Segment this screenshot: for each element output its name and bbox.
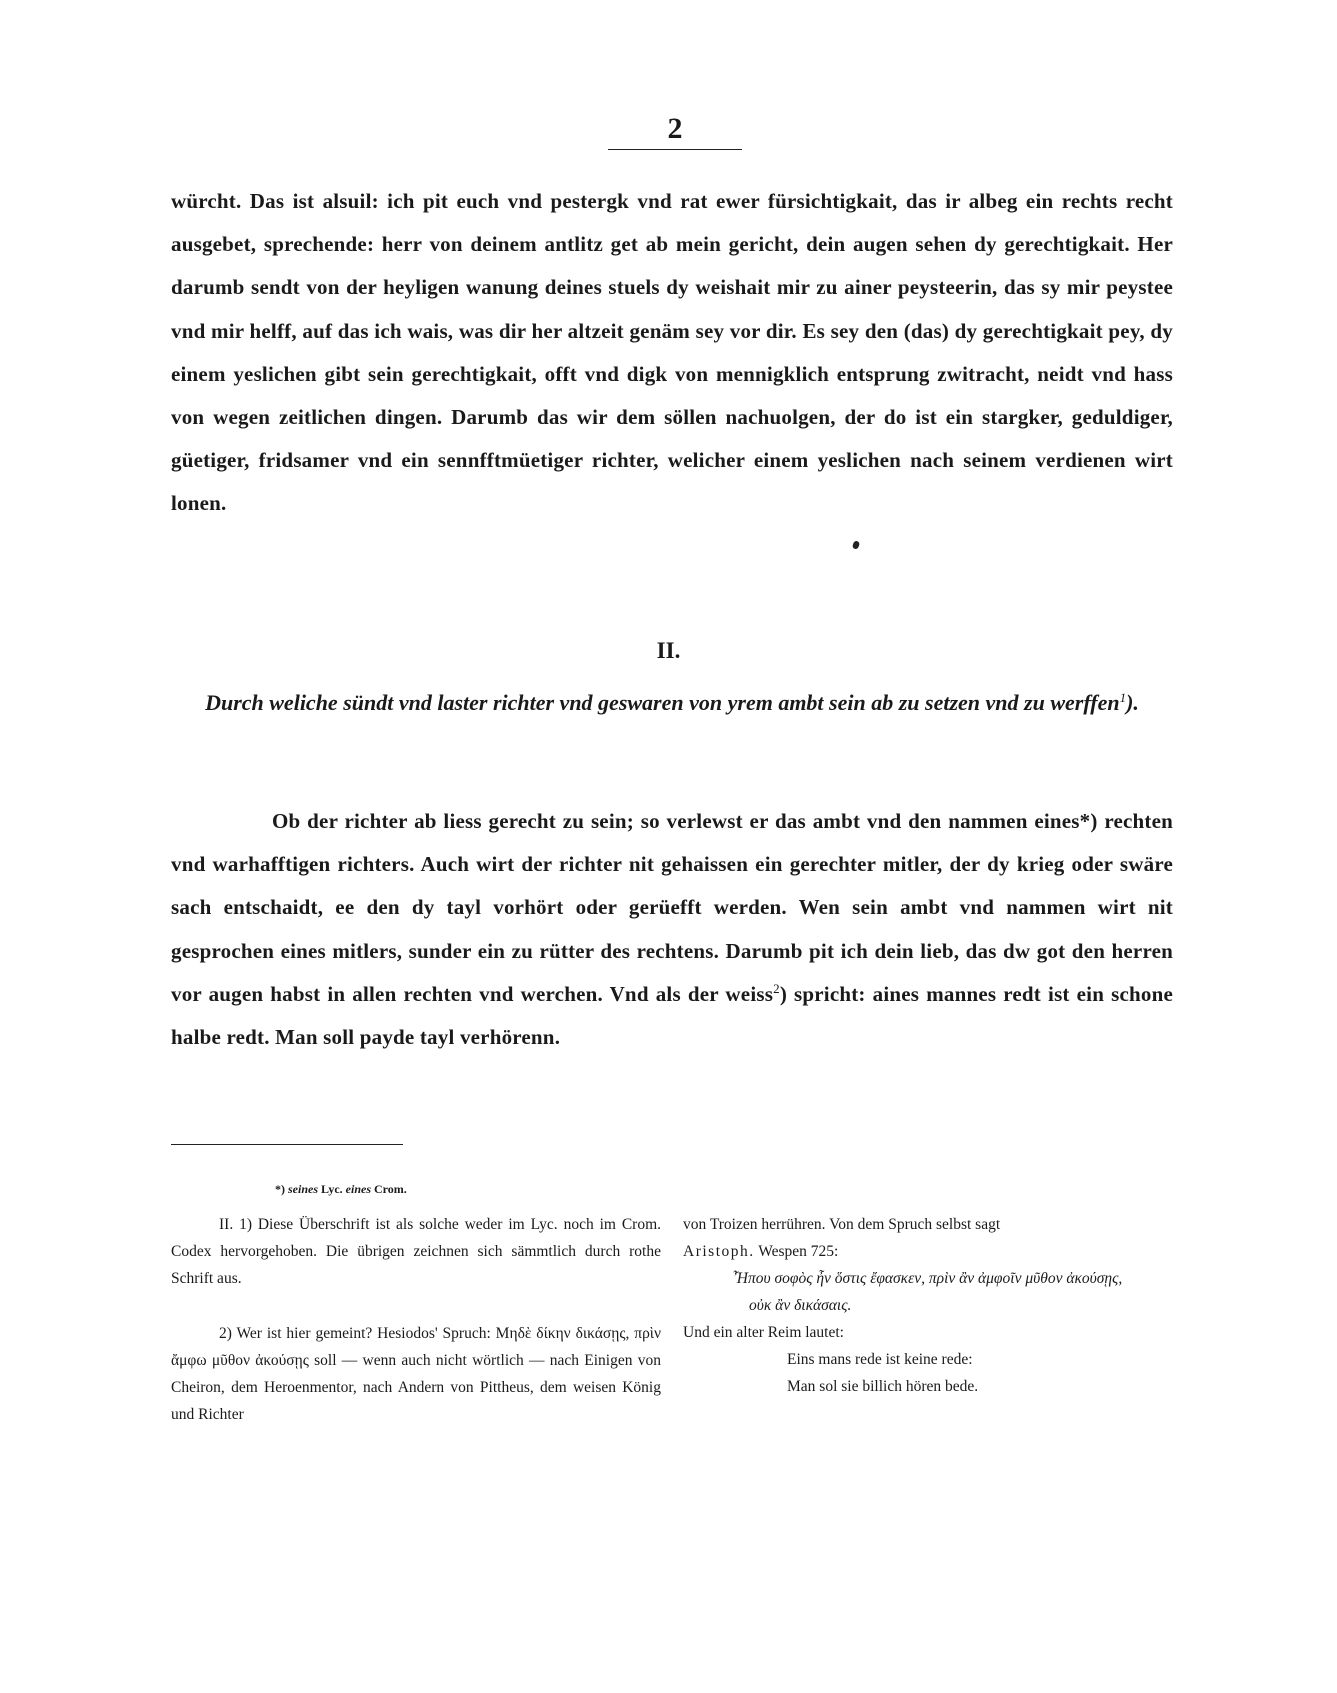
page-number-rule — [608, 149, 742, 150]
section-2-text-part1: Ob der richter ab liess gerecht zu sein; so verlewst er das ambt vnd den nammen eines*) rechten vnd warhafftigen richters. Auch wirt der richter nit gehaissen ein gerechter mitler, der dy krieg oder swäre sach entschaidt, ee den dy tayl vorhört oder gerüefft werden. Wen sein ambt vnd nammen wirt nit gesprochen eines mitlers, sunder ein zu rütter des rechtens. Darumb pit ich dein lieb, das dw got den herren vor augen habst in allen rechten vnd werchen. Vnd als der weiss — [171, 809, 1173, 1006]
footnote-star-c: eines — [345, 1182, 372, 1196]
section-number: II. — [656, 638, 681, 663]
section-title — [171, 681, 1173, 725]
citation-author: Aristoph. — [683, 1243, 755, 1260]
rhyme-intro: Und ein alter Reim lautet: — [683, 1324, 844, 1341]
footnotes-right-column — [683, 1211, 1173, 1400]
rhyme-line-1: Eins mans rede ist keine rede: — [787, 1351, 973, 1368]
footnote-2-continued: von Troizen herrühren. Von dem Spruch selbst sagt — [683, 1216, 1001, 1233]
section-2-text — [171, 800, 1173, 1059]
footnote-star-a: seines — [288, 1182, 318, 1196]
footnote-2-citation — [683, 1238, 1173, 1265]
footnote-rule — [171, 1144, 403, 1145]
footnote-star-b: Lyc. — [318, 1182, 346, 1196]
ink-spot — [852, 540, 860, 550]
greek-quote-line-1: Ἦπου σοφὸς ἦν ὅστις ἔφασκεν, πρὶν ἂν ἀμφοῖν μῦθον ἀκούσῃς, — [733, 1270, 1123, 1287]
citation-ref: Wespen 725: — [754, 1243, 839, 1260]
footnote-star — [275, 1180, 407, 1198]
greek-quote-line-2: οὐκ ἂν δικάσαις. — [749, 1297, 852, 1314]
footnote-ref-1[interactable]: 1 — [1119, 690, 1127, 705]
rhyme-line-2: Man sol sie billich hören bede. — [787, 1378, 979, 1395]
section-1-paragraph: würcht. Das ist alsuil: ich pit euch vnd pestergk vnd rat ewer fürsichtigkait, das ir albeg ein rechts recht ausgebet, sprechende: herr von deinem antlitz get ab mein gericht, dein augen sehen dy gerechtigkait. Her darumb sendt von der heyligen wanung deines stuels dy weishait mir zu ainer peysteerin, das sy mir peystee vnd mir helff, auf das ich wais, was dir her altzeit genäm sey vor dir. Es sey den (das) dy gerechtigkait pey, dy einem yeslichen gibt sein gerechtigkait, offt vnd digk von mennigklich entsprung zwitracht, neidt vnd hass von wegen zeitlichen dingen. Darumb das wir dem söllen nachuolgen, der do ist ein stargker, geduldiger, güetiger, fridsamer vnd ein sennfftmüetiger richter, welicher einem yeslichen nach seinem verdienen wirt lonen. — [171, 189, 1173, 516]
page-number: 2 — [667, 112, 683, 145]
footnote-star-d: Crom. — [371, 1182, 407, 1196]
section-2-text-part2: ) spricht: aines mannes redt ist ein schone halbe redt. Man soll payde tayl verhörenn. — [171, 981, 1173, 1050]
section-title-close: ). — [1126, 690, 1139, 715]
footnote-1: II. 1) Diese Überschrift ist als solche weder im Lyc. noch im Crom. Codex hervorgehoben. Die übrigen zeichnen sich sämmtlich durch rothe Schrift aus. — [171, 1216, 661, 1287]
footnotes-left-column — [171, 1211, 661, 1428]
footnote-2: 2) Wer ist hier gemeint? Hesiodos' Spruch: Μηδὲ δίκην δικάσῃς, πρὶν ἄμφω μῦθον ἀκούσῃς soll — wenn auch nicht wörtlich — nach Einigen von Cheiron, dem Heroenmentor, nach Andern von Pittheus, dem weisen König und Richter — [171, 1325, 661, 1423]
footnote-star-prefix: *) — [275, 1182, 288, 1196]
section-2-paragraph — [171, 800, 1173, 1059]
footnote-ref-2[interactable]: 2 — [773, 980, 780, 996]
section-title-text: Durch weliche sündt vnd laster richter vnd geswaren von yrem ambt sein ab zu setzen vnd zu werffen — [205, 690, 1120, 715]
section-1-text — [171, 180, 1173, 526]
